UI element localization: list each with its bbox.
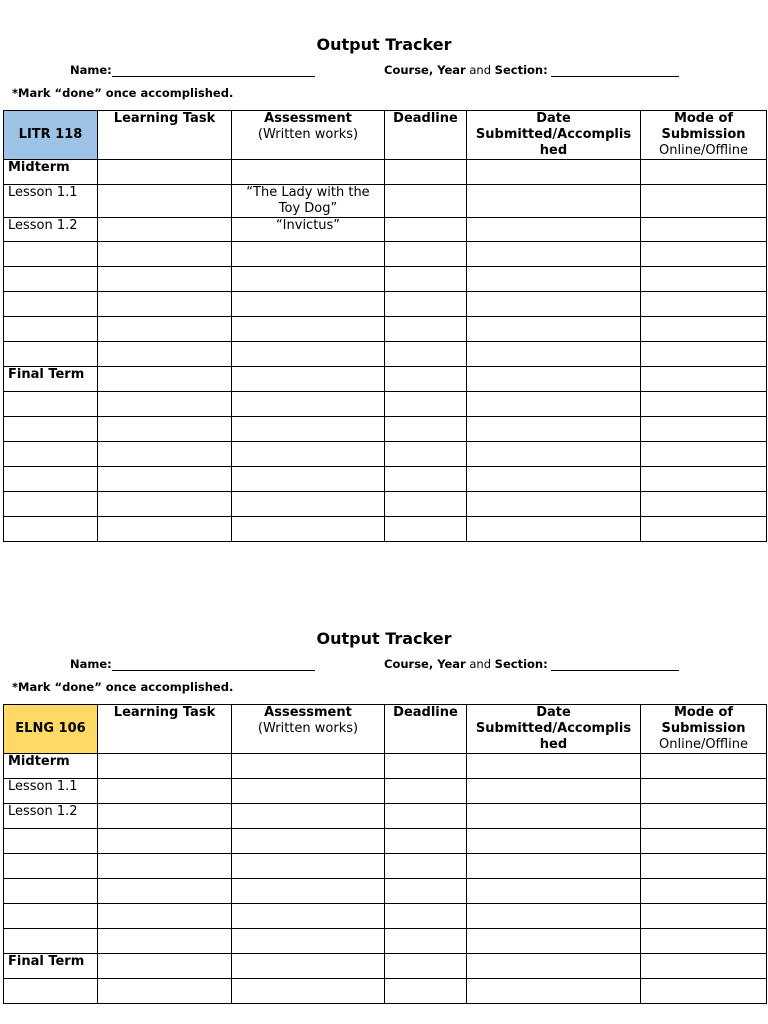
cell[interactable] xyxy=(467,218,641,242)
cell[interactable] xyxy=(385,492,467,517)
name-field[interactable] xyxy=(70,657,315,671)
header-row xyxy=(4,111,767,160)
cell[interactable] xyxy=(385,242,467,267)
cell[interactable] xyxy=(232,267,385,292)
lesson-row xyxy=(4,804,767,829)
cell[interactable] xyxy=(467,929,641,954)
cell[interactable] xyxy=(98,804,232,829)
header-assessment-sub: (Written works) xyxy=(257,721,359,736)
name-blank-line[interactable] xyxy=(112,64,315,77)
cell[interactable] xyxy=(4,242,98,267)
cell[interactable] xyxy=(385,342,467,367)
cell[interactable] xyxy=(4,979,98,1004)
cell[interactable] xyxy=(641,804,767,829)
cell[interactable] xyxy=(641,979,767,1004)
cell[interactable] xyxy=(98,160,232,185)
lesson-label: Lesson 1.1 xyxy=(4,779,98,804)
cell[interactable] xyxy=(467,492,641,517)
header-mode-label: Mode of Submission xyxy=(661,111,746,142)
cell[interactable] xyxy=(467,442,641,467)
instruction-note: *Mark “done” once accomplished. xyxy=(12,680,234,694)
cell[interactable] xyxy=(467,829,641,854)
subject-code-cell: LITR 118 xyxy=(4,111,98,160)
empty-row xyxy=(4,854,767,879)
cell[interactable] xyxy=(232,829,385,854)
lesson-label: Lesson 1.2 xyxy=(4,218,98,242)
cell[interactable] xyxy=(467,367,641,392)
cell[interactable] xyxy=(98,242,232,267)
cell[interactable] xyxy=(467,292,641,317)
cell[interactable] xyxy=(98,979,232,1004)
cell[interactable] xyxy=(467,185,641,218)
course-label-and: and xyxy=(469,63,492,77)
empty-row xyxy=(4,317,767,342)
subject-code-cell: ELNG 106 xyxy=(4,705,98,754)
lesson-row xyxy=(4,779,767,804)
course-label-1: Course, Year xyxy=(384,63,466,77)
header-assessment-sub: (Written works) xyxy=(257,127,359,142)
cell[interactable] xyxy=(232,492,385,517)
empty-row xyxy=(4,467,767,492)
lesson-assessment[interactable] xyxy=(232,779,385,804)
cell[interactable] xyxy=(385,517,467,542)
cell[interactable] xyxy=(641,218,767,242)
header-mode xyxy=(641,111,767,160)
empty-row xyxy=(4,292,767,317)
cell[interactable] xyxy=(641,242,767,267)
cell[interactable] xyxy=(232,954,385,979)
cell[interactable] xyxy=(232,317,385,342)
cell[interactable] xyxy=(467,954,641,979)
name-blank-line[interactable] xyxy=(112,658,315,671)
cell[interactable] xyxy=(4,929,98,954)
header-row xyxy=(4,705,767,754)
cell[interactable] xyxy=(385,442,467,467)
cell[interactable] xyxy=(385,754,467,779)
midterm-label: Midterm xyxy=(4,160,98,185)
empty-row xyxy=(4,342,767,367)
cell[interactable] xyxy=(641,442,767,467)
header-mode-label: Mode of Submission xyxy=(661,705,746,736)
cell[interactable] xyxy=(98,954,232,979)
cell[interactable] xyxy=(98,492,232,517)
empty-row xyxy=(4,242,767,267)
cell[interactable] xyxy=(467,804,641,829)
lesson-label: Lesson 1.2 xyxy=(4,804,98,829)
header-assessment-label: Assessment xyxy=(264,705,352,720)
cell[interactable] xyxy=(467,879,641,904)
tracker-table xyxy=(3,704,767,1004)
course-field[interactable] xyxy=(384,63,679,77)
cell[interactable] xyxy=(4,492,98,517)
course-label-2: Section: xyxy=(494,63,548,77)
header-learning-task: Learning Task xyxy=(98,705,232,754)
cell[interactable] xyxy=(4,292,98,317)
final-term-label: Final Term xyxy=(4,954,98,979)
cell[interactable] xyxy=(232,442,385,467)
cell[interactable] xyxy=(467,754,641,779)
cell[interactable] xyxy=(4,392,98,417)
cell[interactable] xyxy=(98,754,232,779)
header-assessment xyxy=(232,705,385,754)
cell[interactable] xyxy=(641,929,767,954)
cell[interactable] xyxy=(98,292,232,317)
cell[interactable] xyxy=(641,185,767,218)
cell[interactable] xyxy=(385,854,467,879)
cell[interactable] xyxy=(385,467,467,492)
header-assessment xyxy=(232,111,385,160)
lesson-assessment[interactable] xyxy=(232,804,385,829)
cell[interactable] xyxy=(4,417,98,442)
cell[interactable] xyxy=(98,829,232,854)
cell[interactable] xyxy=(467,160,641,185)
cell[interactable] xyxy=(641,467,767,492)
cell[interactable] xyxy=(4,879,98,904)
cell[interactable] xyxy=(385,417,467,442)
cell[interactable] xyxy=(467,317,641,342)
cell[interactable] xyxy=(385,267,467,292)
empty-row xyxy=(4,442,767,467)
cell[interactable] xyxy=(385,804,467,829)
course-blank-line[interactable] xyxy=(551,658,679,671)
empty-row xyxy=(4,267,767,292)
lesson-row xyxy=(4,185,767,218)
empty-row xyxy=(4,392,767,417)
cell[interactable] xyxy=(232,417,385,442)
tracker-table xyxy=(3,110,767,542)
cell[interactable] xyxy=(467,779,641,804)
lesson-label: Lesson 1.1 xyxy=(4,185,98,218)
header-mode-sub: Online/Offline xyxy=(659,143,748,158)
cell[interactable] xyxy=(641,292,767,317)
empty-row xyxy=(4,879,767,904)
cell[interactable] xyxy=(385,954,467,979)
cell[interactable] xyxy=(98,442,232,467)
course-label-1: Course, Year xyxy=(384,657,466,671)
name-field[interactable] xyxy=(70,63,315,77)
cell[interactable] xyxy=(641,160,767,185)
cell[interactable] xyxy=(98,392,232,417)
final-term-row xyxy=(4,954,767,979)
cell[interactable] xyxy=(4,267,98,292)
cell[interactable] xyxy=(232,754,385,779)
cell[interactable] xyxy=(232,929,385,954)
cell[interactable] xyxy=(467,467,641,492)
cell[interactable] xyxy=(467,517,641,542)
cell[interactable] xyxy=(98,854,232,879)
cell[interactable] xyxy=(4,904,98,929)
cell[interactable] xyxy=(232,854,385,879)
header-deadline: Deadline xyxy=(385,705,467,754)
header-assessment-label: Assessment xyxy=(264,111,352,126)
cell[interactable] xyxy=(641,829,767,854)
cell[interactable] xyxy=(232,160,385,185)
cell[interactable] xyxy=(98,367,232,392)
cell[interactable] xyxy=(232,904,385,929)
cell[interactable] xyxy=(4,342,98,367)
cell[interactable] xyxy=(98,779,232,804)
cell[interactable] xyxy=(641,879,767,904)
cell[interactable] xyxy=(641,417,767,442)
lesson-row xyxy=(4,218,767,242)
course-field[interactable] xyxy=(384,657,679,671)
cell[interactable] xyxy=(385,392,467,417)
cell[interactable] xyxy=(467,417,641,442)
cell[interactable] xyxy=(232,367,385,392)
cell[interactable] xyxy=(232,342,385,367)
cell[interactable] xyxy=(641,392,767,417)
cell[interactable] xyxy=(98,342,232,367)
cell[interactable] xyxy=(98,417,232,442)
name-label: Name: xyxy=(70,657,112,671)
cell[interactable] xyxy=(467,979,641,1004)
cell[interactable] xyxy=(98,317,232,342)
cell[interactable] xyxy=(232,242,385,267)
cell[interactable] xyxy=(385,160,467,185)
cell[interactable] xyxy=(385,929,467,954)
empty-row xyxy=(4,979,767,1004)
cell[interactable] xyxy=(641,754,767,779)
lesson-assessment[interactable]: “The Lady with the Toy Dog” xyxy=(232,185,385,218)
cell[interactable] xyxy=(4,829,98,854)
cell[interactable] xyxy=(98,929,232,954)
header-date-submitted: Date Submitted/Accomplis hed xyxy=(467,111,641,160)
cell[interactable] xyxy=(641,779,767,804)
page-title: Output Tracker xyxy=(316,629,452,648)
cell[interactable] xyxy=(467,392,641,417)
midterm-row xyxy=(4,754,767,779)
lesson-assessment[interactable]: “Invictus” xyxy=(232,218,385,242)
cell[interactable] xyxy=(467,904,641,929)
cell[interactable] xyxy=(385,979,467,1004)
cell[interactable] xyxy=(467,854,641,879)
final-term-label: Final Term xyxy=(4,367,98,392)
cell[interactable] xyxy=(385,879,467,904)
page-title: Output Tracker xyxy=(316,35,452,54)
cell[interactable] xyxy=(641,904,767,929)
cell[interactable] xyxy=(98,517,232,542)
name-label: Name: xyxy=(70,63,112,77)
cell[interactable] xyxy=(98,879,232,904)
cell[interactable] xyxy=(98,267,232,292)
cell[interactable] xyxy=(641,954,767,979)
final-term-row xyxy=(4,367,767,392)
cell[interactable] xyxy=(641,367,767,392)
cell[interactable] xyxy=(98,904,232,929)
empty-row xyxy=(4,904,767,929)
cell[interactable] xyxy=(4,517,98,542)
cell[interactable] xyxy=(385,829,467,854)
empty-row xyxy=(4,417,767,442)
cell[interactable] xyxy=(641,517,767,542)
cell[interactable] xyxy=(641,267,767,292)
header-mode xyxy=(641,705,767,754)
empty-row xyxy=(4,517,767,542)
cell[interactable] xyxy=(98,467,232,492)
cell[interactable] xyxy=(467,267,641,292)
header-mode-sub: Online/Offline xyxy=(659,737,748,752)
empty-row xyxy=(4,929,767,954)
cell[interactable] xyxy=(385,317,467,342)
cell[interactable] xyxy=(385,779,467,804)
cell[interactable] xyxy=(385,218,467,242)
header-learning-task: Learning Task xyxy=(98,111,232,160)
cell[interactable] xyxy=(232,517,385,542)
cell[interactable] xyxy=(4,317,98,342)
cell[interactable] xyxy=(4,442,98,467)
empty-row xyxy=(4,829,767,854)
course-blank-line[interactable] xyxy=(551,64,679,77)
cell[interactable] xyxy=(641,854,767,879)
cell[interactable] xyxy=(98,218,232,242)
cell[interactable] xyxy=(641,317,767,342)
cell[interactable] xyxy=(4,854,98,879)
cell[interactable] xyxy=(232,979,385,1004)
empty-row xyxy=(4,492,767,517)
cell[interactable] xyxy=(98,185,232,218)
cell[interactable] xyxy=(4,467,98,492)
instruction-note: *Mark “done” once accomplished. xyxy=(12,86,234,100)
header-deadline: Deadline xyxy=(385,111,467,160)
cell[interactable] xyxy=(385,185,467,218)
cell[interactable] xyxy=(385,367,467,392)
header-date-submitted: Date Submitted/Accomplis hed xyxy=(467,705,641,754)
course-label-and: and xyxy=(469,657,492,671)
cell[interactable] xyxy=(467,342,641,367)
midterm-row xyxy=(4,160,767,185)
cell[interactable] xyxy=(385,292,467,317)
cell[interactable] xyxy=(232,879,385,904)
cell[interactable] xyxy=(232,292,385,317)
cell[interactable] xyxy=(641,492,767,517)
midterm-label: Midterm xyxy=(4,754,98,779)
cell[interactable] xyxy=(232,392,385,417)
cell[interactable] xyxy=(641,342,767,367)
cell[interactable] xyxy=(232,467,385,492)
course-label-2: Section: xyxy=(494,657,548,671)
cell[interactable] xyxy=(467,242,641,267)
cell[interactable] xyxy=(385,904,467,929)
